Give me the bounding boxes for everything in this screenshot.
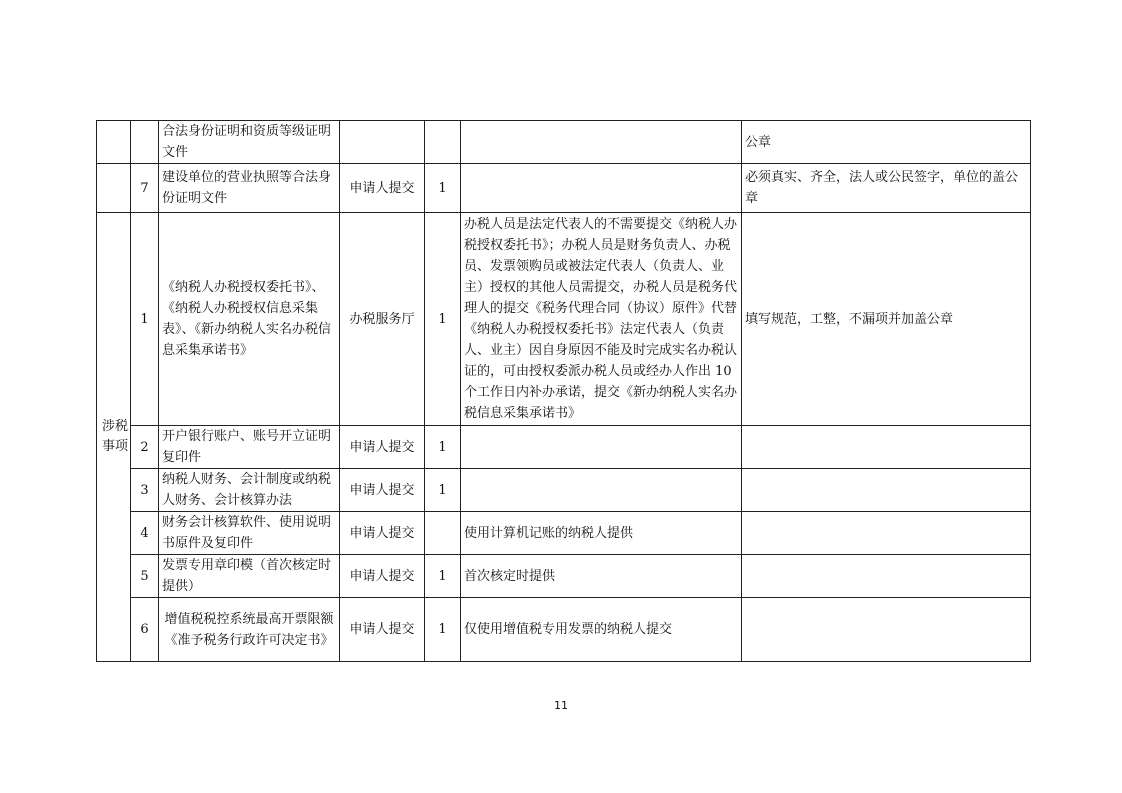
row-number: 2 — [131, 426, 159, 469]
category-cell — [97, 213, 131, 662]
materials-table — [96, 120, 1031, 662]
row-number: 3 — [131, 469, 159, 512]
table-row — [97, 213, 1031, 426]
table-row — [97, 598, 1031, 662]
material-source: 办税服务厅 — [340, 213, 425, 426]
material-name: 财务会计核算软件、使用说明书原件及复印件 — [159, 512, 340, 555]
material-requirement — [742, 512, 1031, 555]
copy-count: 1 — [425, 555, 461, 598]
material-requirement: 公章 — [742, 121, 1031, 164]
copy-count — [425, 512, 461, 555]
copy-count: 1 — [425, 213, 461, 426]
table-row — [97, 469, 1031, 512]
material-source: 申请人提交 — [340, 164, 425, 213]
material-requirement — [742, 426, 1031, 469]
material-name: 增值税税控系统最高开票限额《准予税务行政许可决定书》 — [159, 598, 340, 662]
material-name: 发票专用章印模（首次核定时提供） — [159, 555, 340, 598]
table-row — [97, 512, 1031, 555]
material-source: 申请人提交 — [340, 426, 425, 469]
material-note: 首次核定时提供 — [461, 555, 742, 598]
material-source: 申请人提交 — [340, 512, 425, 555]
copy-count: 1 — [425, 469, 461, 512]
row-number: 5 — [131, 555, 159, 598]
category-cell-prev — [97, 164, 131, 213]
material-note — [461, 164, 742, 213]
material-source — [340, 121, 425, 164]
material-name: 合法身份证明和资质等级证明文件 — [159, 121, 340, 164]
material-source: 申请人提交 — [340, 555, 425, 598]
row-number: 6 — [131, 598, 159, 662]
copy-count: 1 — [425, 426, 461, 469]
page-number: 11 — [554, 699, 568, 712]
material-source: 申请人提交 — [340, 598, 425, 662]
material-name: 建设单位的营业执照等合法身份证明文件 — [159, 164, 340, 213]
material-name: 《纳税人办税授权委托书》、《纳税人办税授权信息采集表》、《新办纳税人实名办税信息采集承诺书》 — [159, 213, 340, 426]
row-number: 7 — [131, 164, 159, 213]
copy-count: 1 — [425, 598, 461, 662]
material-note — [461, 121, 742, 164]
material-note — [461, 469, 742, 512]
material-note: 使用计算机记账的纳税人提供 — [461, 512, 742, 555]
material-note: 仅使用增值税专用发票的纳税人提交 — [461, 598, 742, 662]
material-note — [461, 426, 742, 469]
material-requirement — [742, 555, 1031, 598]
material-note: 办税人员是法定代表人的不需要提交《纳税人办税授权委托书》；办税人员是财务负责人、办税员、发票领购员或被法定代表人（负责人、业主）授权的其他人员需提交，办税人员是税务代理人的提交《税务代理合同（协议）原件》代替《纳税人办税授权委托书》法定代表人（负责人、业主）因自身原因不能及时完成实名办税认证的，可由授权委派办税人员或经办人作出 10 个工作日内补办承诺，提交《新办纳税人实名办税信息采集承诺书》 — [461, 213, 742, 426]
row-number: 1 — [131, 213, 159, 426]
material-name: 开户银行账户、账号开立证明复印件 — [159, 426, 340, 469]
row-number: 4 — [131, 512, 159, 555]
material-requirement — [742, 598, 1031, 662]
material-source: 申请人提交 — [340, 469, 425, 512]
category-cell-prev — [97, 121, 131, 164]
row-number — [131, 121, 159, 164]
copy-count — [425, 121, 461, 164]
table-row — [97, 164, 1031, 213]
table-row — [97, 426, 1031, 469]
table-row — [97, 555, 1031, 598]
material-requirement — [742, 469, 1031, 512]
category-label: 涉税事项 — [101, 419, 128, 454]
material-name: 纳税人财务、会计制度或纳税人财务、会计核算办法 — [159, 469, 340, 512]
table-row — [97, 121, 1031, 164]
material-requirement: 填写规范，工整，不漏项并加盖公章 — [742, 213, 1031, 426]
copy-count: 1 — [425, 164, 461, 213]
material-requirement: 必须真实、齐全，法人或公民签字，单位的盖公章 — [742, 164, 1031, 213]
